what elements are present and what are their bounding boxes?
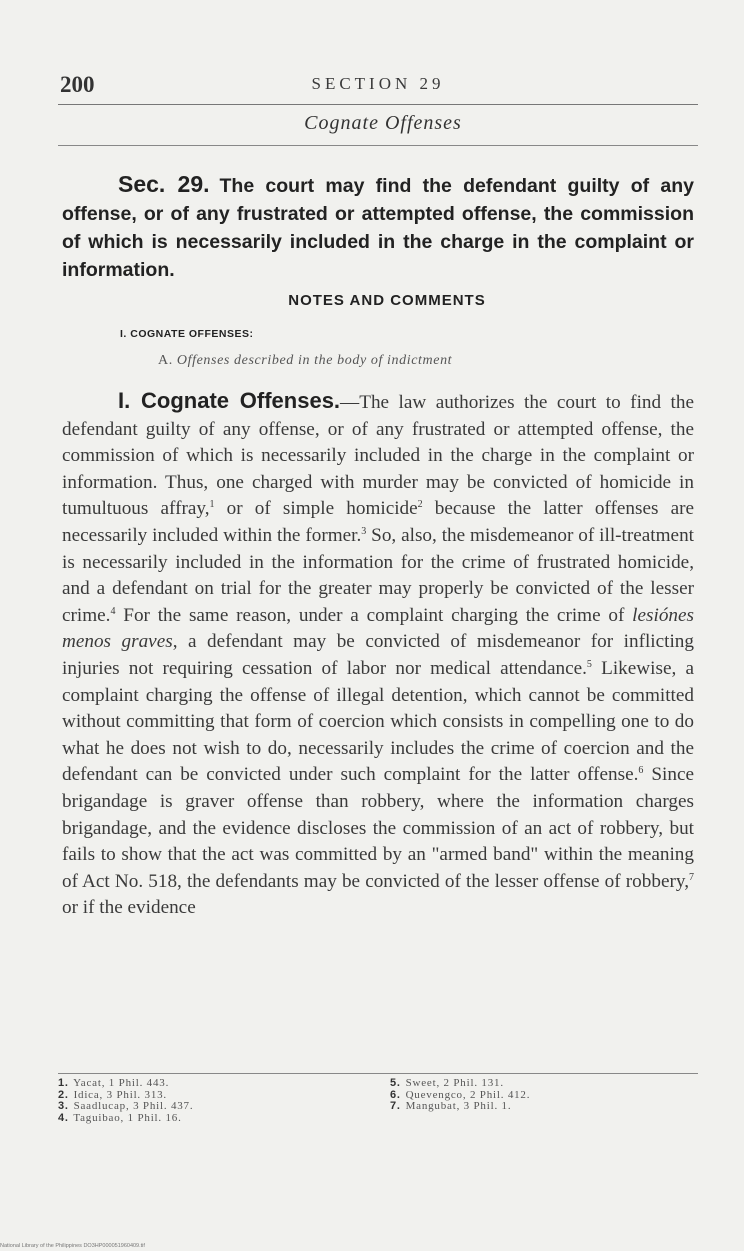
footnote-number: 7. xyxy=(390,1100,401,1112)
footnote-text: Taguibao, 1 Phil. 16. xyxy=(73,1111,182,1124)
footnote-text: Saadlucap, 3 Phil. 437. xyxy=(73,1100,194,1112)
footnote-text: Idica, 3 Phil. 313. xyxy=(73,1088,167,1101)
footnote-text: Quevengco, 2 Phil. 412. xyxy=(405,1088,531,1101)
footnote-ref: 1 xyxy=(209,499,215,511)
footnote-text: Yacat, 1 Phil. 443. xyxy=(73,1077,170,1089)
running-head: SECTION 29 xyxy=(311,74,445,93)
section-provision xyxy=(62,170,694,284)
page-header xyxy=(58,68,698,108)
scan-watermark: National Library of the Philippines DO3HP000051960409.tif xyxy=(0,1243,145,1249)
body-text-run: because the latter offenses are necessarily included within the former. xyxy=(62,498,694,546)
body-text-run: —The law authorizes the court to find the defendant guilty of any offense, or of any frustrated or attempted offense, the commission of which is necessarily included in the charge in the complaint or information. Thus, one charged with murder may be convicted of homicide in tumultuous affray, xyxy=(62,392,694,520)
header-rule xyxy=(58,104,698,105)
footnote-number: 3. xyxy=(58,1100,69,1112)
footnote-ref: 6 xyxy=(638,765,644,777)
paragraph-lead: I. Cognate Offenses. xyxy=(118,388,341,413)
page-number: 200 xyxy=(60,72,95,97)
body-text-run: or if the evidence xyxy=(62,897,196,919)
footnote-text: Sweet, 2 Phil. 131. xyxy=(405,1077,504,1089)
footnote-ref: 3 xyxy=(361,525,367,537)
footnote xyxy=(58,1113,358,1125)
outline-heading-1: I. COGNATE OFFENSES: xyxy=(120,328,254,340)
italic-term: lesiónes menos graves xyxy=(62,604,694,653)
section-label: Sec. 29. xyxy=(118,171,210,197)
footnotes-left xyxy=(58,1078,358,1124)
body-text-run: So, also, the misdemeanor of ill-treatment is necessarily included in the information for the crime of frustrated homicide, and a defendant on trial for the greater may properly be convicted of the lesser crime. xyxy=(62,524,694,626)
footnote-rule xyxy=(58,1073,698,1074)
footnote-ref: 4 xyxy=(110,605,116,617)
footnote-ref: 5 xyxy=(586,658,592,670)
footnote-number: 1. xyxy=(58,1077,69,1089)
outline-heading-a xyxy=(158,353,452,369)
body-text-run: For the same reason, under a complaint charging the crime of xyxy=(115,604,633,626)
body-text-run: or of simple homicide xyxy=(214,498,418,520)
body-text-run: Likewise, a complaint charging the offense of illegal detention, which cannot be committed without committing that form of coercion which consists in compelling one to do what he does not wish to do, necessarily includes the crime of coercion and the defendant can be convicted under such complaint for the latter offense. xyxy=(62,657,694,786)
notes-heading: NOTES AND COMMENTS xyxy=(288,292,486,309)
body-paragraph xyxy=(62,388,694,922)
footnote-number: 2. xyxy=(58,1088,69,1101)
footnote-ref: 7 xyxy=(689,871,694,883)
outline-a-text: Offenses described in the body of indictment xyxy=(176,353,453,368)
outline-a-letter: A. xyxy=(158,353,173,368)
subhead-rule xyxy=(58,145,698,146)
footnote xyxy=(390,1101,690,1113)
footnote-ref: 2 xyxy=(417,499,423,511)
body-text-run: Since brigandage is graver offense than robbery, where the information charges brigandage, and the evidence discloses the commission of an act of robbery, but fails to show that the act was committed by an "armed band" within the meaning of Act No. 518, the defendants may be convicted of the lesser offense of robbery, xyxy=(62,764,694,892)
footnotes-right xyxy=(390,1078,690,1113)
section-provision-text: The court may find the defendant guilty of any offense, or of any frustrated or attempted offense, the commission of which is necessarily included in the charge in the complaint or information. xyxy=(62,175,694,281)
body-text-run: , a defendant may be convicted of misdemeanor for inflicting injuries not requiring cessation of labor nor medical attendance. xyxy=(62,631,694,679)
footnote-number: 5. xyxy=(390,1077,401,1089)
footnote-number: 6. xyxy=(390,1088,401,1101)
footnote-text: Mangubat, 3 Phil. 1. xyxy=(405,1100,512,1112)
subhead: Cognate Offenses xyxy=(304,112,462,134)
footnote-number: 4. xyxy=(58,1111,69,1124)
